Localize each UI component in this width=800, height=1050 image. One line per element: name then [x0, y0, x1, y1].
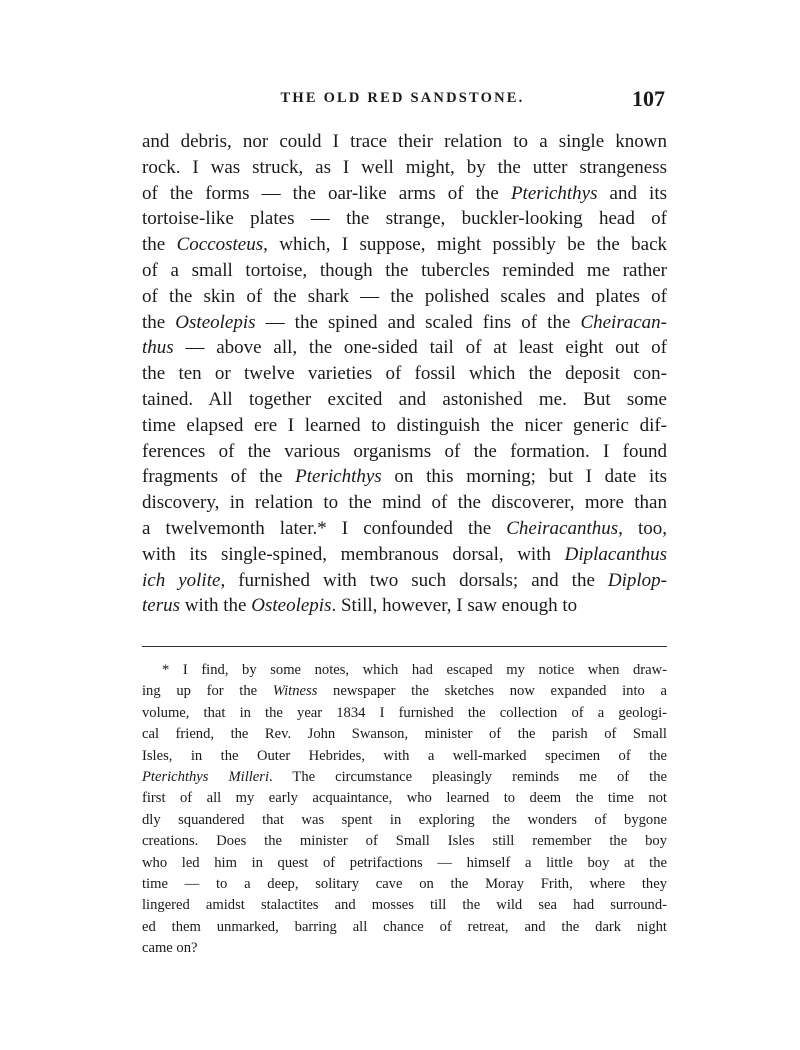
italic-text: Osteolepis [251, 595, 332, 617]
text-run: Isles, in the Outer Hebrides, with a well-marked specimen of the [142, 747, 667, 764]
text-run: fragments of the [142, 466, 296, 488]
body-line [142, 542, 667, 568]
italic-text: thus [142, 337, 174, 359]
text-run: tained. All together excited and astonished me. But some [142, 388, 667, 410]
footnote-line [142, 874, 667, 895]
italic-text: Witness [272, 683, 318, 700]
body-line [142, 155, 667, 181]
text-run: , too, [618, 517, 667, 539]
body-line [142, 516, 667, 542]
body-line [142, 206, 667, 232]
text-run: of the skin of the shark — the polished scales and plates of [142, 285, 667, 307]
body-line [142, 568, 667, 594]
text-run: the [142, 311, 176, 333]
italic-text: Cheiracan- [580, 311, 667, 333]
text-run: . Still, however, I saw enough to [331, 595, 578, 617]
text-run: on this morning; but I date its [381, 466, 667, 488]
text-run: . The circumstance pleasingly reminds me of the [269, 769, 667, 786]
text-run: of a small tortoise, though the tubercles reminded me rather [142, 259, 667, 281]
body-line [142, 284, 667, 310]
footnote-line [142, 788, 667, 809]
text-run: , furnished with two such dorsals; and the [220, 569, 608, 591]
italic-text: Pterichthys Milleri [142, 769, 270, 786]
footnote-line [142, 724, 667, 745]
text-run: and debris, nor could I trace their relation to a single known [142, 131, 667, 152]
text-run: came on? [142, 940, 198, 957]
body-line [142, 361, 667, 387]
body-text [142, 129, 667, 619]
text-run: creations. Does the minister of Small Isles still remember the boy [142, 833, 667, 850]
footnote-line [142, 681, 667, 702]
footnote-line [142, 917, 667, 938]
footnote-line [142, 660, 667, 681]
text-run: of the forms — the oar-like arms of the [142, 182, 511, 204]
text-run: the [142, 234, 177, 256]
text-run: ing up for the [142, 683, 273, 700]
italic-text: Diplacanthus [564, 543, 667, 565]
text-run: ed them unmarked, barring all chance of retreat, and the dark night [142, 918, 667, 935]
text-run: — above all, the one-sided tail of at least eight out of [173, 337, 667, 359]
body-line [142, 439, 667, 465]
text-run: * I find, by some notes, which had escaped my notice when draw- [162, 662, 667, 678]
text-run: with its single-spined, membranous dorsal, with [142, 543, 565, 565]
text-run: who led him in quest of petrifactions — himself a little boy at the [142, 854, 667, 871]
body-line [142, 232, 667, 258]
italic-text: terus [142, 595, 180, 617]
italic-text: ich yolite [142, 569, 221, 591]
footnote-line [142, 938, 667, 959]
text-run: dly squandered that was spent in exploring the wonders of bygone [142, 811, 667, 828]
text-run: the ten or twelve varieties of fossil which the deposit con- [142, 363, 667, 385]
body-line [142, 181, 667, 207]
body-line [142, 310, 667, 336]
italic-text: Osteolepis [175, 311, 256, 333]
text-run: cal friend, the Rev. John Swanson, minister of the parish of Small [142, 726, 667, 743]
italic-text: Pterichthys [295, 466, 382, 488]
running-header [140, 86, 665, 116]
text-run: time — to a deep, solitary cave on the Moray Frith, where they [142, 876, 667, 893]
italic-text: Pterichthys [510, 182, 598, 204]
footnote-line [142, 895, 667, 916]
body-line [142, 387, 667, 413]
italic-text: Coccosteus [176, 234, 264, 256]
footnote-line [142, 703, 667, 724]
body-line [142, 129, 667, 155]
text-run: newspaper the sketches now expanded into a [317, 683, 667, 700]
text-run: tortoise-like plates — the strange, buckler-looking head of [142, 208, 667, 230]
footnote-line [142, 767, 667, 788]
text-run: ferences of the various organisms of the formation. I found [142, 440, 667, 462]
running-title: THE OLD RED SANDSTONE. [280, 90, 525, 106]
text-run: — the spined and scaled fins of the [255, 311, 581, 333]
footnote-line [142, 746, 667, 767]
body-line [142, 464, 667, 490]
body-line [142, 593, 667, 619]
footnote-line [142, 831, 667, 852]
footnote-rule [142, 646, 667, 647]
text-run: and its [597, 182, 668, 204]
text-run: with the [180, 595, 252, 617]
footnote-line [142, 853, 667, 874]
footnote-line [142, 810, 667, 831]
text-run: discovery, in relation to the mind of the discoverer, more than [142, 492, 667, 514]
page-number: 107 [632, 86, 665, 111]
text-run: volume, that in the year 1834 I furnished the collection of a geologi- [142, 704, 667, 721]
italic-text: Cheiracanthus [506, 517, 619, 539]
body-line [142, 335, 667, 361]
text-run: time elapsed ere I learned to distinguish the nicer generic dif- [142, 414, 667, 436]
body-line [142, 490, 667, 516]
text-run: , which, I suppose, might possibly be the back [263, 234, 667, 256]
body-line [142, 258, 667, 284]
text-run: a twelvemonth later.* I confounded the [142, 517, 507, 539]
text-run: lingered amidst stalactites and mosses till the wild sea had surround- [142, 897, 667, 914]
body-line [142, 413, 667, 439]
italic-text: Diplop- [607, 569, 667, 591]
text-run: rock. I was struck, as I well might, by the utter strangeness [142, 156, 667, 178]
text-run: first of all my early acquaintance, who learned to deem the time not [142, 790, 667, 807]
footnote [142, 660, 667, 960]
